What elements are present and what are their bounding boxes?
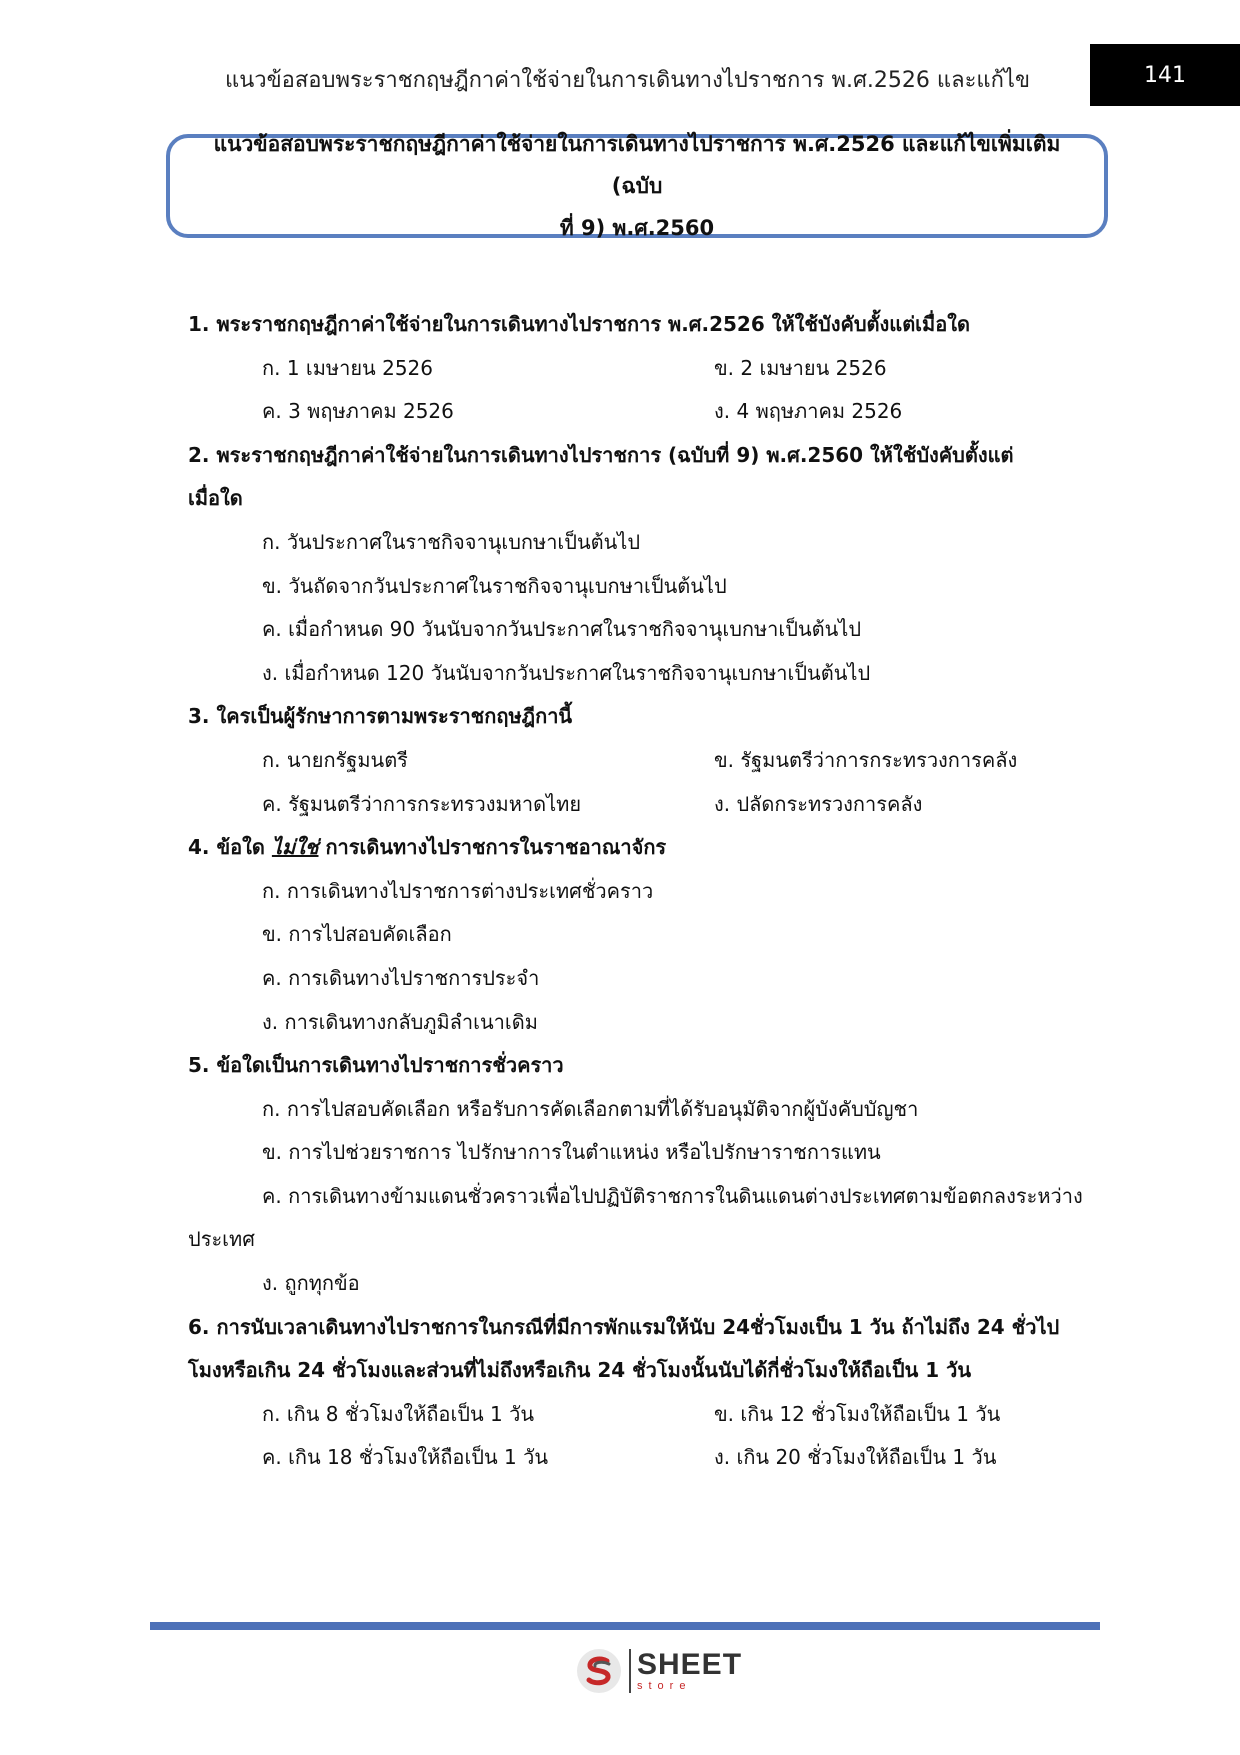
question-2-option-a: ก. วันประกาศในราชกิจจานุเบกษาเป็นต้นไป	[262, 529, 641, 554]
question-6-option-a: ก. เกิน 8 ชั่วโมงให้ถือเป็น 1 วัน	[262, 1401, 534, 1426]
question-3-option-a: ก. นายกรัฐมนตรี	[262, 747, 408, 772]
question-2-line-2: เมื่อใด	[188, 486, 243, 511]
question-1-option-a: ก. 1 เมษายน 2526	[262, 355, 433, 380]
footer-divider-bar	[150, 1622, 1100, 1630]
question-6-line-1: 6. การนับเวลาเดินทางไปราชการในกรณีที่มีการพักแรมให้นับ 24ชั่วโมงเป็น 1 วัน ถ้าไม่ถึง 24 ชั่วไป	[188, 1314, 1060, 1339]
question-1-option-c: ค. 3 พฤษภาคม 2526	[262, 399, 454, 424]
question-list	[188, 303, 1092, 1480]
question-4	[188, 826, 1092, 870]
logo-divider	[629, 1649, 631, 1693]
question-6-option-b: ข. เกิน 12 ชั่วโมงให้ถือเป็น 1 วัน	[714, 1401, 1001, 1426]
sheet-store-s-logo-icon	[575, 1647, 623, 1695]
page-number: 141	[1090, 44, 1240, 106]
question-4-option-c: ค. การเดินทางไปราชการประจำ	[262, 965, 540, 990]
question-6-options-row-1	[188, 1393, 1092, 1437]
question-2-option-c: ค. เมื่อกำหนด 90 วันนับจากวันประกาศในราชกิจจานุเบกษาเป็นต้นไป	[262, 617, 862, 642]
question-4-option-d: ง. การเดินทางกลับภูมิลำเนาเดิม	[262, 1009, 538, 1034]
question-1-options-row-1	[188, 347, 1092, 391]
question-5-option-d: ง. ถูกทุกข้อ	[262, 1271, 360, 1296]
question-1: 1. พระราชกฤษฎีกาค่าใช้จ่ายในการเดินทางไปราชการ พ.ศ.2526 ให้ใช้บังคับตั้งแต่เมื่อใด	[188, 312, 970, 336]
question-3-option-d: ง. ปลัดกระทรวงการคลัง	[714, 791, 923, 816]
question-5: 5. ข้อใดเป็นการเดินทางไปราชการชั่วคราว	[188, 1053, 564, 1078]
question-5-option-c: ค. การเดินทางข้ามแดนชั่วคราวเพื่อไปปฏิบัติราชการในดินแดนต่างประเทศตามข้อตกลงระหว่าง	[262, 1183, 1083, 1208]
logo-text	[637, 1650, 742, 1692]
question-6-line-2: โมงหรือเกิน 24 ชั่วโมงและส่วนที่ไม่ถึงหรือเกิน 24 ชั่วโมงนั้นนับได้กี่ชั่วโมงให้ถือเป็น 1 วัน	[188, 1358, 971, 1383]
logo-brand: SHEET	[637, 1648, 743, 1681]
question-4-option-b: ข. การไปสอบคัดเลือก	[262, 922, 452, 947]
question-6-options-row-2	[188, 1436, 1092, 1480]
question-1-option-d: ง. 4 พฤษภาคม 2526	[714, 399, 903, 424]
question-5-option-a: ก. การไปสอบคัดเลือก หรือรับการคัดเลือกตามที่ได้รับอนุมัติจากผู้บังคับบัญชา	[262, 1096, 919, 1121]
document-title-line-2: ที่ 9) พ.ศ.2560	[559, 216, 715, 240]
question-1-option-b: ข. 2 เมษายน 2526	[714, 355, 887, 380]
question-4-emphasis: ไม่ใช่	[271, 835, 319, 860]
question-1-options-row-2	[188, 390, 1092, 434]
question-6-option-c: ค. เกิน 18 ชั่วโมงให้ถือเป็น 1 วัน	[262, 1445, 548, 1470]
question-5-option-b: ข. การไปช่วยราชการ ไปรักษาการในตำแหน่ง หรือไปรักษาราชการแทน	[262, 1140, 881, 1165]
logo-brand-sub: store	[637, 1680, 692, 1692]
question-3-option-c: ค. รัฐมนตรีว่าการกระทรวงมหาดไทย	[262, 791, 582, 816]
question-2-line-1: 2. พระราชกฤษฎีกาค่าใช้จ่ายในการเดินทางไปราชการ (ฉบับที่ 9) พ.ศ.2560 ให้ใช้บังคับตั้งแต่	[188, 442, 1014, 467]
question-4-text-pre: 4. ข้อใด	[188, 835, 272, 860]
question-4-option-a: ก. การเดินทางไปราชการต่างประเทศชั่วคราว	[262, 878, 654, 903]
running-header-title: แนวข้อสอบพระราชกฤษฎีกาค่าใช้จ่ายในการเดินทางไปราชการ พ.ศ.2526 และแก้ไข	[225, 68, 1030, 93]
footer-logo	[575, 1647, 742, 1695]
question-2-option-d: ง. เมื่อกำหนด 120 วันนับจากวันประกาศในราชกิจจานุเบกษาเป็นต้นไป	[262, 660, 871, 685]
document-title-box	[166, 134, 1108, 238]
question-3-options-row-2	[188, 783, 1092, 827]
document-title-line-1: แนวข้อสอบพระราชกฤษฎีกาค่าใช้จ่ายในการเดินทางไปราชการ พ.ศ.2526 และแก้ไขเพิ่มเติม (ฉบับ	[213, 132, 1061, 198]
question-3-option-b: ข. รัฐมนตรีว่าการกระทรวงการคลัง	[714, 747, 1018, 772]
question-5-option-c-continued: ประเทศ	[188, 1227, 255, 1252]
question-2-option-b: ข. วันถัดจากวันประกาศในราชกิจจานุเบกษาเป็นต้นไป	[262, 573, 727, 598]
question-6-option-d: ง. เกิน 20 ชั่วโมงให้ถือเป็น 1 วัน	[714, 1445, 997, 1470]
question-3-options-row-1	[188, 739, 1092, 783]
question-4-text-post: การเดินทางไปราชการในราชอาณาจักร	[318, 835, 667, 860]
question-3: 3. ใครเป็นผู้รักษาการตามพระราชกฤษฎีกานี้	[188, 704, 573, 729]
